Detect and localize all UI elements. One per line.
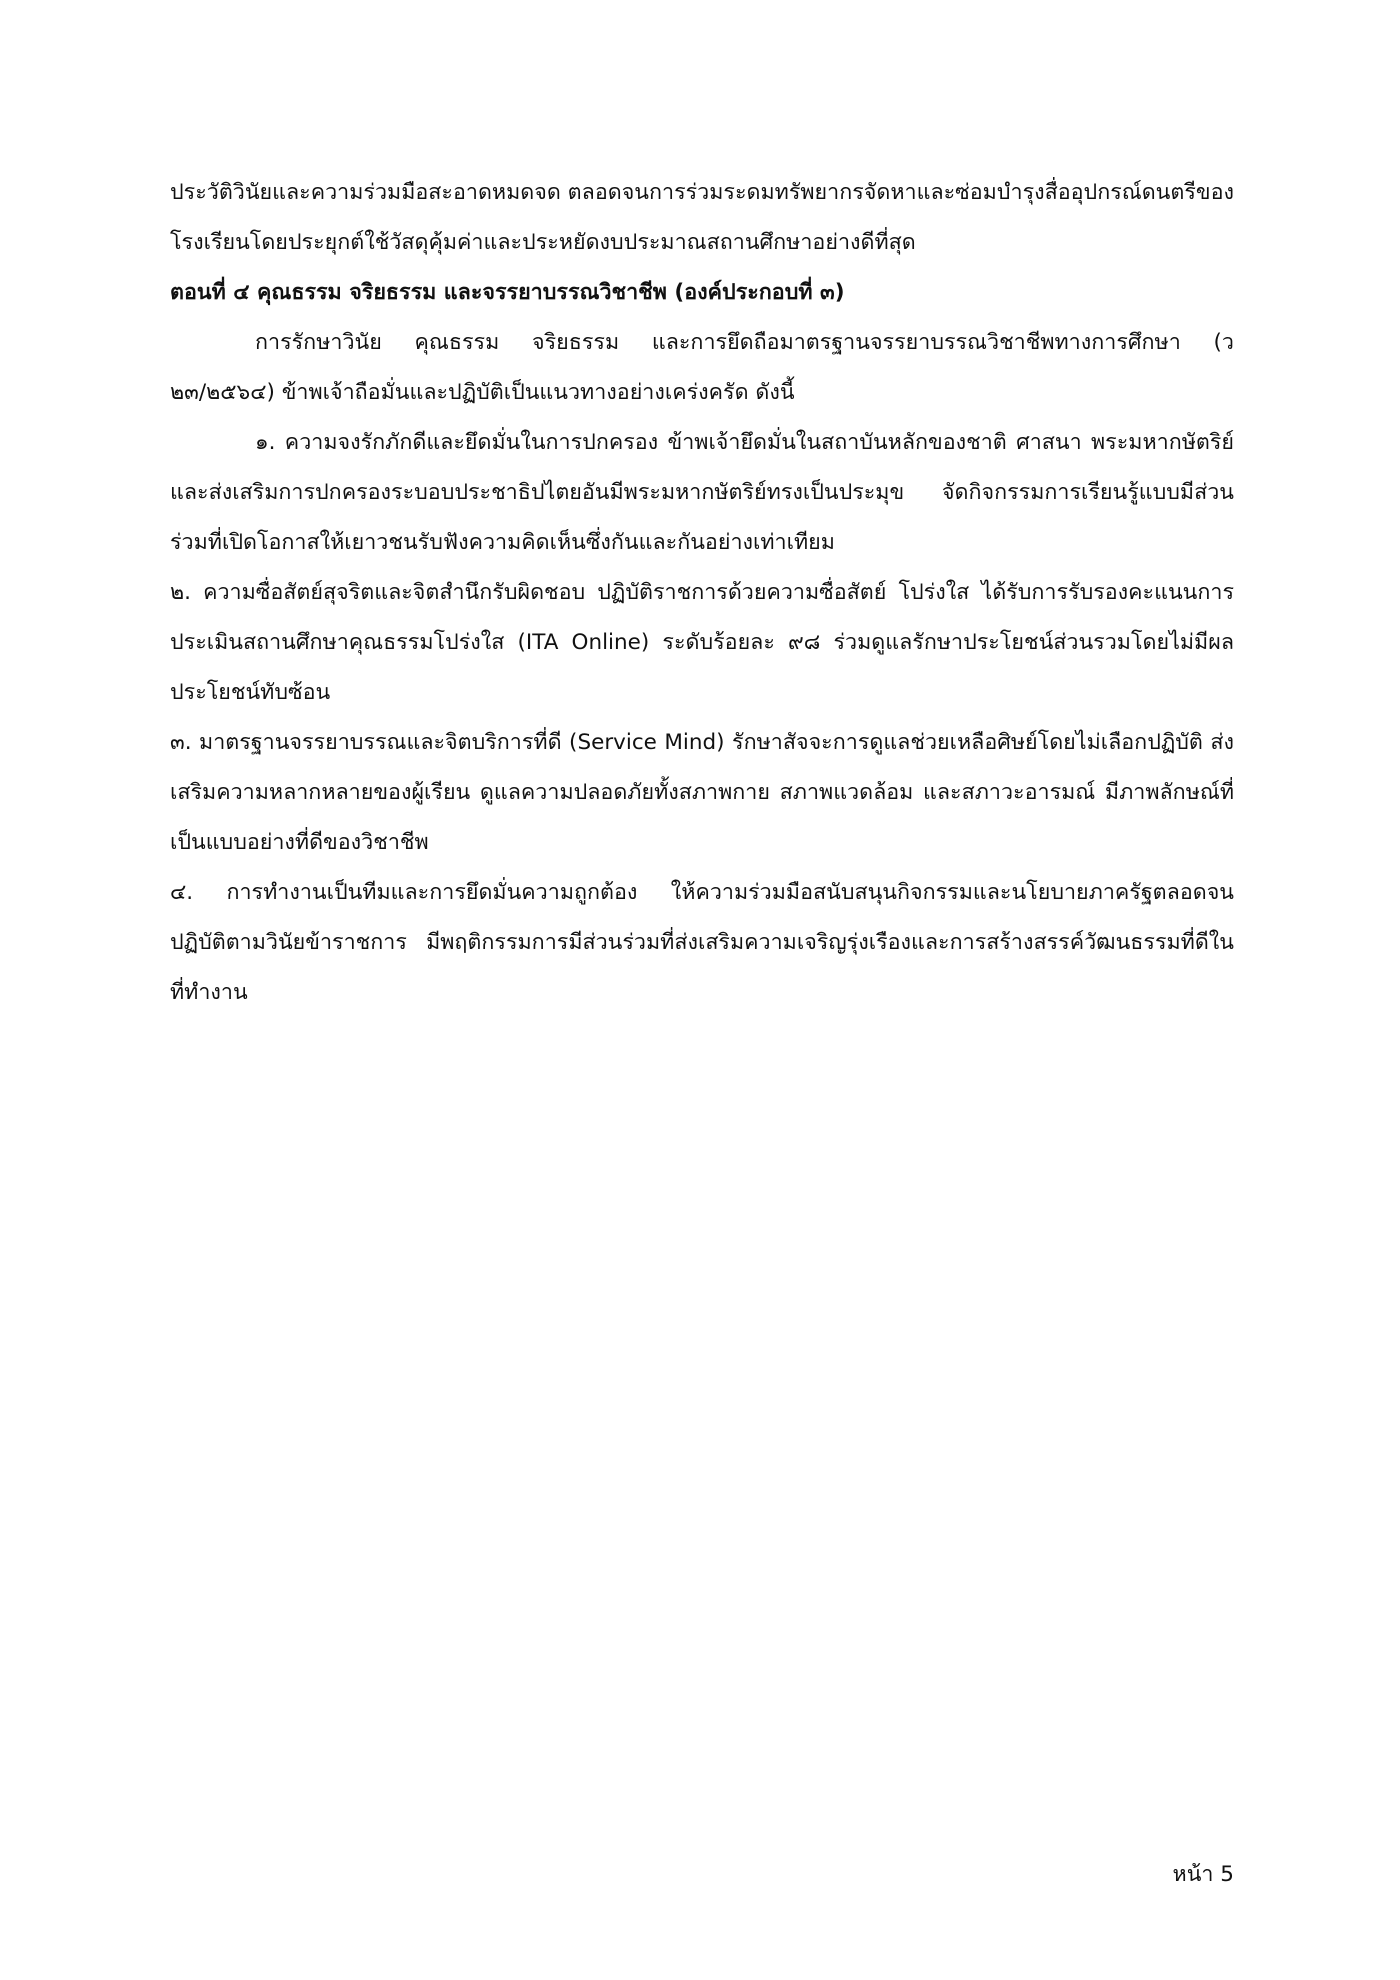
paragraph-item-2: ๒. ความซื่อสัตย์สุจริตและจิตสำนึกรับผิดชอบ ปฏิบัติราชการด้วยความซื่อสัตย์ โปร่งใส ได้รับการรับรองคะแนนการประเมินสถานศึกษาคุณธรรมโปร่งใส (ITA Online) ระดับร้อยละ ๙๘ ร่วมดูแลรักษาประโยชน์ส่วนรวมโดยไม่มีผลประโยชน์ทับซ้อน <box>170 580 1234 705</box>
paragraph-item-4: ๔. การทำงานเป็นทีมและการยึดมั่นความถูกต้อง ให้ความร่วมมือสนับสนุนกิจกรรมและนโยบายภาครัฐตลอดจนปฏิบัติตามวินัยข้าราชการ มีพฤติกรรมการมีส่วนร่วมที่ส่งเสริมความเจริญรุ่งเรืองและการสร้างสรรค์วัฒนธรรมที่ดีในที่ทำงาน <box>170 880 1234 1005</box>
paragraph-item-1: ๑. ความจงรักภักดีและยึดมั่นในการปกครอง ข้าพเจ้ายึดมั่นในสถาบันหลักของชาติ ศาสนา พระมหากษัตริย์ และส่งเสริมการปกครองระบอบประชาธิปไตยอันมีพระมหากษัตริย์ทรงเป็นประมุข จัดกิจกรรมการเรียนรู้แบบมีส่วนร่วมที่เปิดโอกาสให้เยาวชนรับฟังความคิดเห็นซึ่งกันและกันอย่างเท่าเทียม <box>170 430 1234 555</box>
page-body <box>170 168 1234 1018</box>
page-number: หน้า 5 <box>1172 1862 1234 1887</box>
section-heading: ตอนที่ ๔ คุณธรรม จริยธรรม และจรรยาบรรณวิชาชีพ (องค์ประกอบที่ ๓) <box>170 280 845 305</box>
paragraph-intro: การรักษาวินัย คุณธรรม จริยธรรม และการยึดถือมาตรฐานจรรยาบรรณวิชาชีพทางการศึกษา (ว ๒๓/๒๕๖๔) ข้าพเจ้าถือมั่นและปฏิบัติเป็นแนวทางอย่างเคร่งครัด ดังนี้ <box>170 330 1234 405</box>
paragraph-item-3: ๓. มาตรฐานจรรยาบรรณและจิตบริการที่ดี (Service Mind) รักษาสัจจะการดูแลช่วยเหลือศิษย์โดยไม่เลือกปฏิบัติ ส่งเสริมความหลากหลายของผู้เรียน ดูแลความปลอดภัยทั้งสภาพกาย สภาพแวดล้อม และสภาวะอารมณ์ มีภาพลักษณ์ที่เป็นแบบอย่างที่ดีของวิชาชีพ <box>170 730 1234 855</box>
paragraph-continuation: ประวัติวินัยและความร่วมมือสะอาดหมดจด ตลอดจนการร่วมระดมทรัพยากรจัดหาและซ่อมบำรุงสื่ออุปกรณ์ดนตรีของโรงเรียนโดยประยุกต์ใช้วัสดุคุ้มค่าและประหยัดงบประมาณสถานศึกษาอย่างดีที่สุด <box>170 180 1234 255</box>
